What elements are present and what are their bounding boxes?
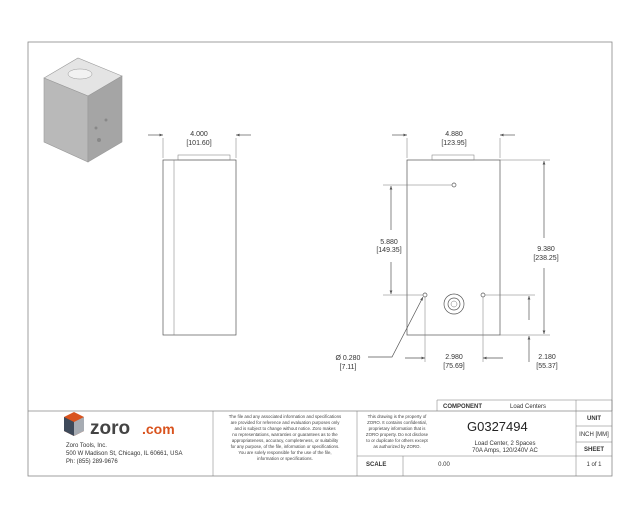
svg-text:proprietary information that i: proprietary information that is bbox=[368, 426, 426, 431]
logo-brand-suffix: .com bbox=[142, 421, 175, 437]
isometric-preview bbox=[44, 58, 122, 162]
hole-diameter-in: Ø 0.280 bbox=[335, 355, 361, 362]
side-width-in: 4.000 bbox=[190, 131, 208, 138]
svg-text:ZORO property. Do not disclose: ZORO property. Do not disclose bbox=[365, 432, 429, 437]
front-width-mm: [123.95] bbox=[441, 140, 467, 147]
company-address: 500 W Madison St, Chicago, IL 60661, USA bbox=[66, 451, 183, 457]
mounting-hole-left bbox=[423, 293, 427, 297]
knockout-inner bbox=[448, 298, 460, 310]
svg-text:ZORO. It contains confidential: ZORO. It contains confidential, bbox=[367, 420, 427, 425]
bottom-offset-in: 2.180 bbox=[538, 354, 556, 361]
svg-text:The file and any associated in: The file and any associated information and specifications bbox=[228, 414, 342, 419]
svg-text:no representations, warranties: no representations, warranties or guarantees as to the bbox=[232, 432, 338, 437]
knockout-outer bbox=[444, 294, 464, 314]
side-view bbox=[148, 135, 251, 335]
hole-height-mm: [149.35] bbox=[376, 247, 402, 254]
company-phone: Ph: (855) 289-9676 bbox=[66, 459, 118, 465]
scale-value: 0.00 bbox=[438, 462, 450, 468]
svg-text:as authorized by ZORO.: as authorized by ZORO. bbox=[373, 444, 421, 449]
logo-brand-name: zoro bbox=[90, 418, 131, 439]
description-line-2: 70A Amps, 120/240V AC bbox=[472, 448, 538, 454]
svg-text:This drawing is the property o: This drawing is the property of bbox=[367, 414, 427, 419]
svg-text:to or duplicate for others exc: to or duplicate for others except bbox=[366, 438, 428, 443]
hole-spacing-in: 2.980 bbox=[445, 354, 463, 361]
description-line-1: Load Center, 2 Spaces bbox=[474, 441, 536, 447]
svg-text:You are solely responsible for: You are solely responsible for the use of the file, bbox=[238, 450, 332, 455]
property-notice bbox=[366, 414, 429, 449]
part-number: G0327494 bbox=[467, 419, 528, 434]
unit-value: INCH [MM] bbox=[579, 432, 609, 438]
disclaimer-text bbox=[229, 414, 342, 461]
component-label: COMPONENT bbox=[443, 404, 482, 410]
mounting-hole-top bbox=[452, 183, 456, 187]
svg-text:and is subject to change witho: and is subject to change without notice. Zoro makes bbox=[234, 426, 336, 431]
hole-diameter-mm: [7.11] bbox=[339, 364, 357, 371]
svg-text:are provided for reference and: are provided for reference and evaluation purposes only bbox=[230, 420, 340, 425]
mounting-hole-right bbox=[481, 293, 485, 297]
component-value: Load Centers bbox=[509, 404, 547, 410]
bottom-offset-mm: [55.37] bbox=[536, 363, 558, 370]
company-name: Zoro Tools, Inc. bbox=[66, 443, 107, 449]
scale-label: SCALE bbox=[366, 462, 387, 468]
front-width-in: 4.880 bbox=[445, 131, 463, 138]
total-height-in: 9.380 bbox=[537, 246, 555, 253]
hole-height-in: 5.880 bbox=[380, 239, 398, 246]
zoro-logo bbox=[64, 412, 175, 439]
sheet-label: SHEET bbox=[583, 447, 605, 453]
hole-spacing-mm: [75.69] bbox=[443, 363, 465, 370]
sheet-value: 1 of 1 bbox=[586, 462, 602, 468]
total-height-mm: [238.25] bbox=[533, 255, 559, 262]
side-width-mm: [101.60] bbox=[186, 140, 212, 147]
svg-text:for any purpose, of the file,: for any purpose, of the file, information or specifications. bbox=[230, 444, 340, 449]
svg-text:information or specifications.: information or specifications. bbox=[257, 456, 313, 461]
svg-text:appropriateness, accuracy, com: appropriateness, accuracy, completeness, or suitability bbox=[231, 438, 339, 443]
unit-label: UNIT bbox=[587, 416, 601, 422]
